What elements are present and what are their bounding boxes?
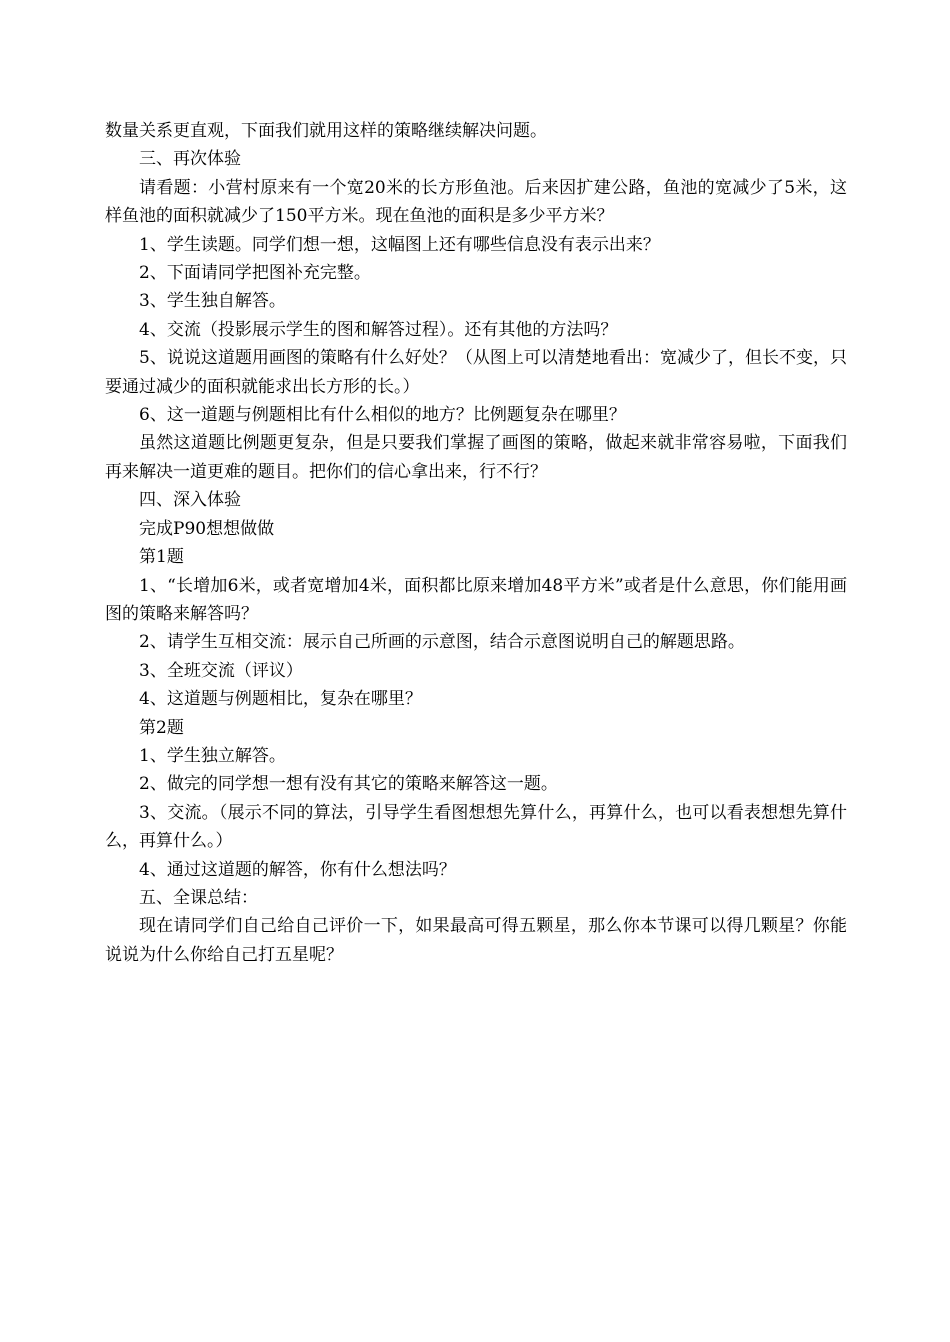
- step-3: 3、学生独自解答。: [139, 291, 286, 312]
- q2-step-1: 1、学生独立解答。: [139, 745, 286, 766]
- document-body: [105, 117, 847, 969]
- problem-statement: 请看题：小营村原来有一个宽20米的长方形鱼池。后来因扩建公路，鱼池的宽减少了5米，这样鱼池的面积就减少了150平方米。现在鱼池的面积是多少平方米？: [105, 177, 847, 227]
- q2-step-2: 2、做完的同学想一想有没有其它的策略来解答这一题。: [139, 774, 558, 795]
- q1-step-3: 3、全班交流（评议）: [139, 660, 303, 681]
- section-heading-4: 四、深入体验: [139, 490, 241, 511]
- q1-step-2: 2、请学生互相交流：展示自己所画的示意图，结合示意图说明自己的解题思路。: [139, 632, 745, 653]
- step-4: 4、交流（投影展示学生的图和解答过程）。还有其他的方法吗？: [139, 319, 618, 340]
- transition-paragraph: 虽然这道题比例题更复杂，但是只要我们掌握了画图的策略，做起来就非常容易啦，下面我们再来解决一道更难的题目。把你们的信心拿出来，行不行？: [105, 433, 847, 482]
- exercise-title: 完成P90想想做做: [139, 518, 275, 539]
- q2-step-4: 4、通过这道题的解答，你有什么想法吗？: [139, 859, 456, 880]
- section-heading-3: 三、再次体验: [139, 149, 241, 170]
- question-1-heading: 第1题: [139, 547, 184, 568]
- summary-paragraph: 现在请同学们自己给自己评价一下，如果最高可得五颗星，那么你本节课可以得几颗星？你能说说为什么你给自己打五星呢？: [105, 916, 847, 965]
- step-1: 1、学生读题。同学们想一想，这幅图上还有哪些信息没有表示出来？: [139, 234, 660, 255]
- question-2-heading: 第2题: [139, 717, 184, 738]
- step-6: 6、这一道题与例题相比有什么相似的地方？比例题复杂在哪里？: [139, 405, 626, 426]
- section-heading-5: 五、全课总结：: [139, 887, 258, 908]
- q1-step-1: 1、“长增加6米，或者宽增加4米，面积都比原来增加48平方米”或者是什么意思，你们能用画图的策略来解答吗？: [105, 575, 847, 624]
- paragraph-continuation: 数量关系更直观，下面我们就用这样的策略继续解决问题。: [105, 121, 547, 141]
- q1-step-4: 4、这道题与例题相比，复杂在哪里？: [139, 689, 422, 710]
- step-2: 2、下面请同学把图补充完整。: [139, 263, 371, 284]
- step-5: 5、说说这道题用画图的策略有什么好处？（从图上可以清楚地看出：宽减少了，但长不变，只要通过减少的面积就能求出长方形的长。）: [105, 348, 847, 397]
- q2-step-3: 3、交流。（展示不同的算法，引导学生看图想想先算什么，再算什么，也可以看表想想先算什么，再算什么。）: [105, 802, 847, 852]
